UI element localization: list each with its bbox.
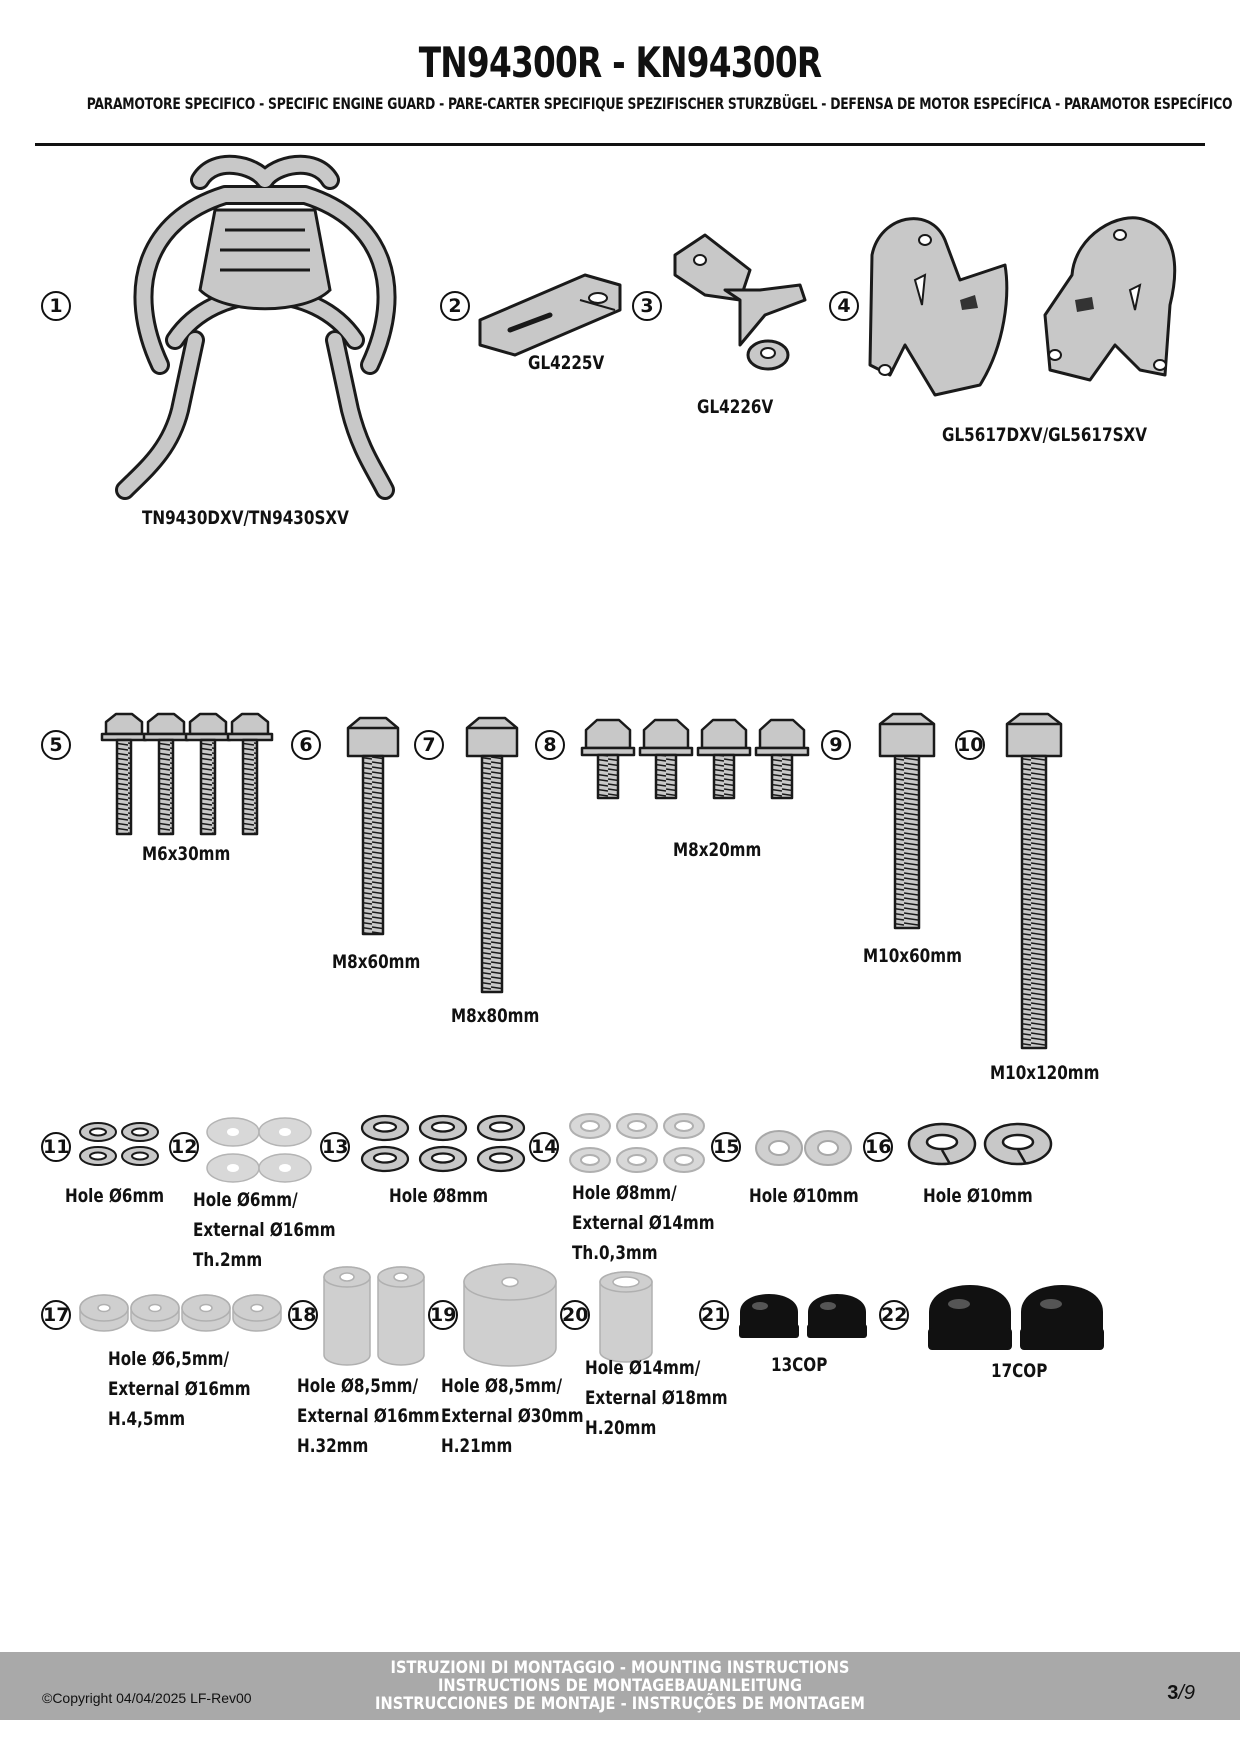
footer-line-3: INSTRUCCIONES DE MONTAJE - INSTRUÇÕES DE MONTAGEM xyxy=(375,1694,865,1714)
part-label-20-line-3: H.20mm xyxy=(585,1417,657,1439)
copyright: ©Copyright 04/04/2025 LF-Rev00 xyxy=(42,1690,252,1706)
part-label-18-line-3: H.32mm xyxy=(297,1435,369,1457)
part-number-8: 8 xyxy=(535,730,565,760)
flat-bracket-icon xyxy=(470,250,630,360)
part-number-17: 17 xyxy=(41,1300,71,1330)
part-number-11: 11 xyxy=(41,1132,71,1162)
part-number-19: 19 xyxy=(428,1300,458,1330)
part-label-19-line-1: Hole Ø8,5mm/ xyxy=(441,1375,563,1397)
part-label-20-line-2: External Ø18mm xyxy=(585,1387,728,1409)
part-label-2: GL4225V xyxy=(528,352,605,374)
part-label-12-line-1: Hole Ø6mm/ xyxy=(193,1189,298,1211)
flange-bolt-m8-icon xyxy=(580,718,810,802)
part-label-17-line-1: Hole Ø6,5mm/ xyxy=(108,1348,230,1370)
spring-washer-m8-icon xyxy=(360,1112,526,1176)
engine-guard-icon xyxy=(105,150,425,510)
part-label-21: 13COP xyxy=(771,1354,828,1376)
part-number-13: 13 xyxy=(320,1132,350,1162)
part-label-17-line-2: External Ø16mm xyxy=(108,1378,251,1400)
part-label-9: M10x60mm xyxy=(863,945,962,967)
spacer-30mm-icon xyxy=(462,1262,558,1368)
part-label-19-line-3: H.21mm xyxy=(441,1435,513,1457)
part-number-7: 7 xyxy=(414,730,444,760)
part-number-12: 12 xyxy=(169,1132,199,1162)
spring-washer-m6-icon xyxy=(78,1120,162,1170)
part-number-15: 15 xyxy=(711,1132,741,1162)
part-label-14-line-2: External Ø14mm xyxy=(572,1212,715,1234)
part-label-6: M8x60mm xyxy=(332,951,421,973)
part-label-14-line-3: Th.0,3mm xyxy=(572,1242,658,1264)
part-label-17-line-3: H.4,5mm xyxy=(108,1408,186,1430)
angled-bracket-icon xyxy=(665,230,815,380)
part-number-22: 22 xyxy=(879,1300,909,1330)
flat-washer-m10-icon xyxy=(754,1128,854,1170)
part-label-11-line-1: Hole Ø6mm xyxy=(65,1185,165,1207)
part-label-12-line-2: External Ø16mm xyxy=(193,1219,336,1241)
part-label-12-line-3: Th.2mm xyxy=(193,1249,263,1271)
part-number-9: 9 xyxy=(821,730,851,760)
flat-washer-m6-icon xyxy=(205,1115,315,1187)
part-label-7: M8x80mm xyxy=(451,1005,540,1027)
part-number-4: 4 xyxy=(829,291,859,321)
hex-bolt-m10x60-icon xyxy=(876,712,940,932)
part-label-19-line-2: External Ø30mm xyxy=(441,1405,584,1427)
page-current: 3 xyxy=(1167,1682,1179,1704)
part-label-13-line-1: Hole Ø8mm xyxy=(389,1185,489,1207)
footer-line-1: ISTRUZIONI DI MONTAGGIO - MOUNTING INSTRUCTIONS xyxy=(390,1658,850,1678)
hex-bolt-m10x120-icon xyxy=(1003,712,1067,1052)
spring-washer-m10-icon xyxy=(906,1118,1056,1170)
hex-bolt-m8x80-icon xyxy=(463,716,523,996)
part-label-15-line-1: Hole Ø10mm xyxy=(749,1185,859,1207)
thick-washer-icon xyxy=(78,1288,284,1342)
mounting-plates-icon xyxy=(860,205,1190,405)
page-title: TN94300R - KN94300R xyxy=(418,38,822,87)
part-number-1: 1 xyxy=(41,291,71,321)
flange-bolt-m6-icon xyxy=(100,712,275,838)
page-number xyxy=(1167,1682,1195,1705)
cap-nut-cover-13-icon xyxy=(736,1278,872,1342)
part-label-18-line-1: Hole Ø8,5mm/ xyxy=(297,1375,419,1397)
part-label-3: GL4226V xyxy=(697,396,774,418)
part-label-18-line-2: External Ø16mm xyxy=(297,1405,440,1427)
part-label-4: GL5617DXV/GL5617SXV xyxy=(942,424,1148,446)
part-label-8: M8x20mm xyxy=(673,839,762,861)
page-total: /9 xyxy=(1178,1682,1195,1704)
part-number-21: 21 xyxy=(699,1300,729,1330)
part-label-22: 17COP xyxy=(991,1360,1048,1382)
part-number-18: 18 xyxy=(288,1300,318,1330)
hex-bolt-m8x60-icon xyxy=(344,716,404,938)
part-number-3: 3 xyxy=(632,291,662,321)
part-label-1: TN9430DXV/TN9430SXV xyxy=(142,507,349,529)
cap-nut-cover-17-icon xyxy=(925,1268,1109,1354)
part-label-10: M10x120mm xyxy=(990,1062,1100,1084)
part-label-14-line-1: Hole Ø8mm/ xyxy=(572,1182,677,1204)
spacer-18mm-icon xyxy=(598,1270,654,1366)
part-label-16-line-1: Hole Ø10mm xyxy=(923,1185,1033,1207)
part-number-14: 14 xyxy=(529,1132,559,1162)
part-number-5: 5 xyxy=(41,730,71,760)
flat-washer-m8-icon xyxy=(568,1110,708,1178)
spacer-16mm-icon xyxy=(322,1265,428,1369)
part-number-10: 10 xyxy=(955,730,985,760)
part-number-20: 20 xyxy=(560,1300,590,1330)
part-number-16: 16 xyxy=(863,1132,893,1162)
page-subtitle: PARAMOTORE SPECIFICO - SPECIFIC ENGINE GUARD - PARE-CARTER SPECIFIQUE SPEZIFISCHER STURZBÜGEL - DEFENSA DE MOTOR ESPECÍFICA - PARAMOTOR ESPECÍFICO xyxy=(86,94,1233,113)
footer-line-2: INSTRUCTIONS DE MONTAGEBAUANLEITUNG xyxy=(437,1676,803,1696)
part-number-6: 6 xyxy=(291,730,321,760)
part-number-2: 2 xyxy=(440,291,470,321)
header-divider xyxy=(35,143,1205,146)
part-label-20-line-1: Hole Ø14mm/ xyxy=(585,1357,701,1379)
part-label-5: M6x30mm xyxy=(142,843,231,865)
